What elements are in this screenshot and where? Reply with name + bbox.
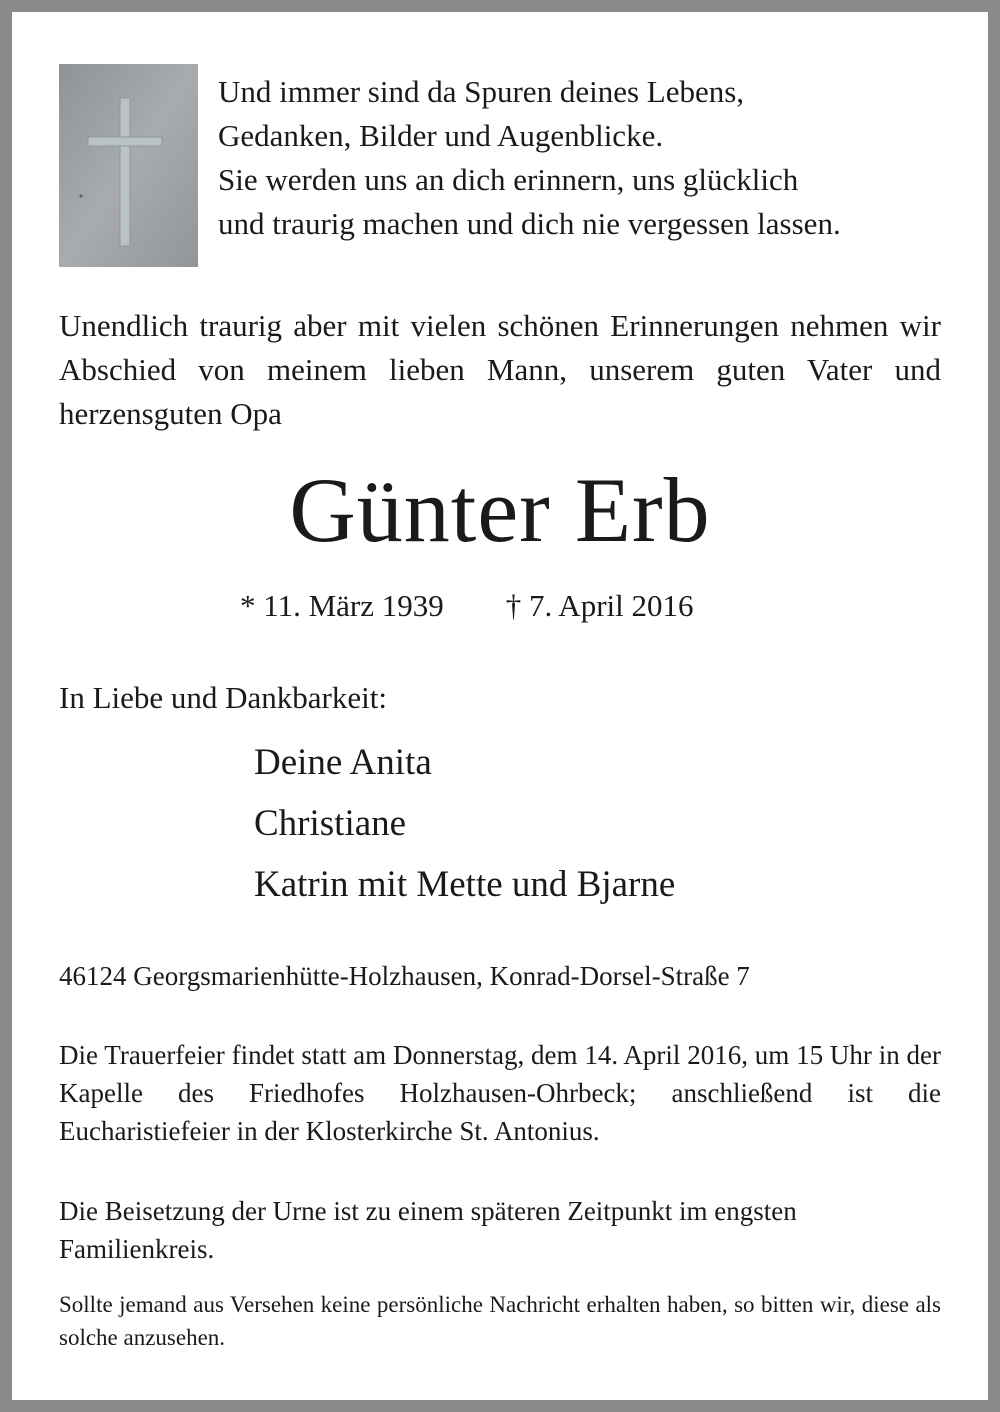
family-member: Christiane — [254, 803, 407, 844]
family-list — [254, 732, 675, 915]
dedication: In Liebe und Dankbarkeit: — [59, 680, 387, 715]
family-member: Deine Anita — [254, 742, 432, 783]
family-member: Katrin mit Mette und Bjarne — [254, 864, 676, 905]
cross-icon — [59, 64, 198, 267]
death-date: † 7. April 2016 — [505, 588, 694, 623]
poem — [218, 70, 958, 246]
poem-line: Sie werden uns an dich erinnern, uns glücklich — [218, 162, 799, 197]
poem-line: Gedanken, Bilder und Augenblicke. — [218, 118, 664, 153]
address: 46124 Georgsmarienhütte-Holzhausen, Konrad-Dorsel-Straße 7 — [59, 961, 750, 991]
life-dates — [240, 584, 694, 628]
poem-line: Und immer sind da Spuren deines Lebens, — [218, 74, 745, 109]
burial-info: Die Beisetzung der Urne ist zu einem späteren Zeitpunkt im engsten Familienkreis. — [59, 1196, 797, 1264]
deceased-name: Günter Erb — [289, 459, 711, 561]
ceremony-info: Die Trauerfeier findet statt am Donnerstag, dem 14. April 2016, um 15 Uhr in der Kapelle des Friedhofes Holzhausen-Ohrbeck; anschließend ist die Eucharistiefeier in der Klosterkirche St. Antonius. — [59, 1040, 941, 1146]
notice: Sollte jemand aus Versehen keine persönliche Nachricht erhalten haben, so bitten wir, diese als solche anzusehen. — [59, 1292, 941, 1350]
poem-line: und traurig machen und dich nie vergessen lassen. — [218, 206, 841, 241]
birth-date: * 11. März 1939 — [240, 588, 444, 623]
cross-stone-image — [59, 64, 198, 267]
intro-text: Unendlich traurig aber mit vielen schönen Erinnerungen nehmen wir Abschied von meinem lieben Mann, unserem guten Vater und herzensguten Opa — [59, 308, 941, 431]
